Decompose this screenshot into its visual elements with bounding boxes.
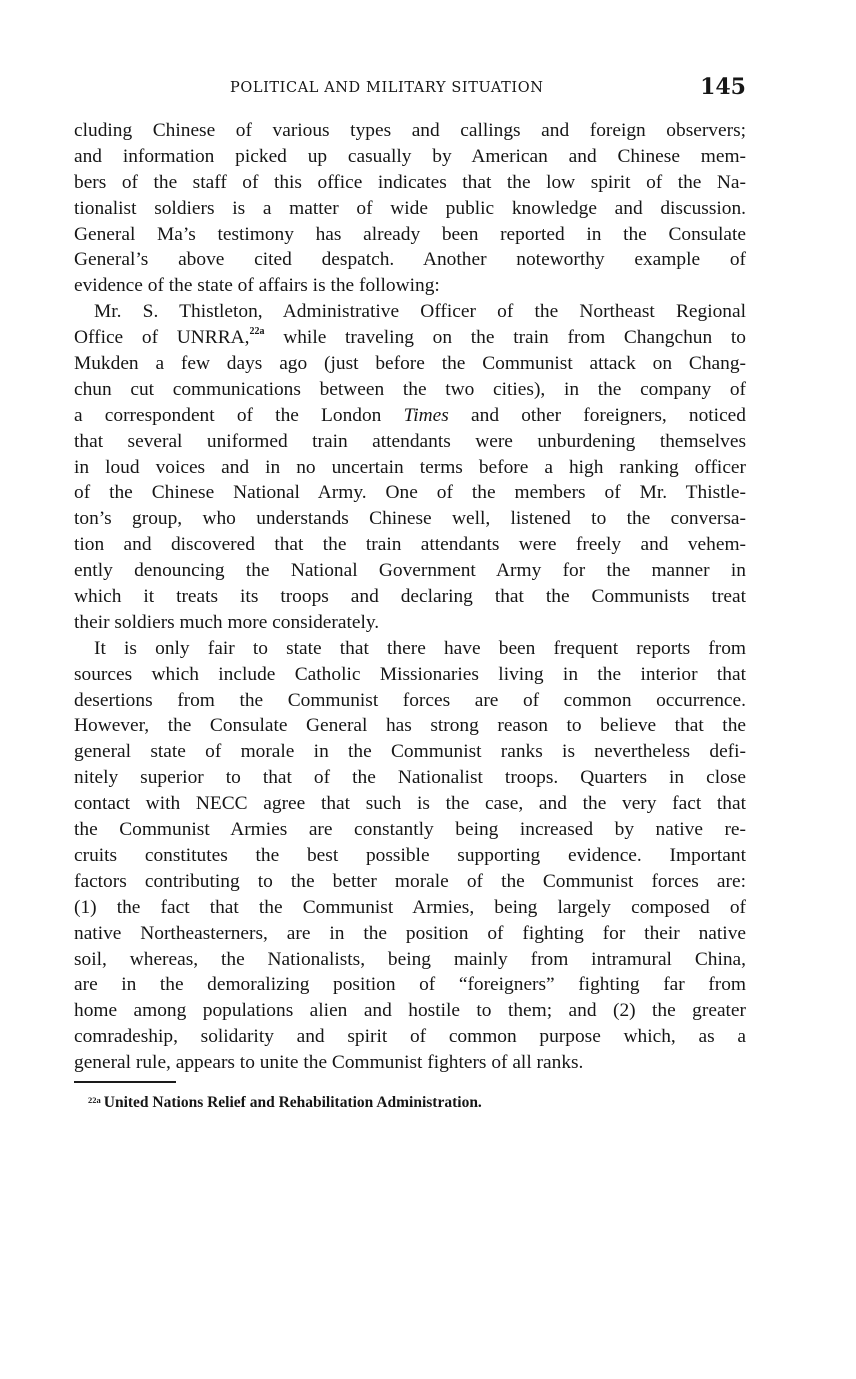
footnote-text: United Nations Relief and Rehabilitation Administration.: [103, 1094, 482, 1111]
text-line: bers of the staff of this office indicates that the low spirit of the Na-: [74, 171, 746, 193]
text-line: tionalist soldiers is a matter of wide public knowledge and discussion.: [74, 197, 746, 219]
running-title: POLITICAL AND MILITARY SITUATION: [230, 80, 544, 96]
italic-title: Times: [403, 404, 449, 426]
running-head: [74, 74, 746, 104]
text-line: their soldiers much more considerately.: [74, 611, 380, 633]
text-line: home among populations alien and hostile to them; and (2) the greater: [74, 1000, 746, 1022]
text-line: Mukden a few days ago (just before the Communist attack on Chang-: [74, 353, 746, 375]
text-line: the Communist Armies are constantly being increased by native re-: [74, 819, 746, 841]
text-line: General’s above cited despatch. Another noteworthy example of: [74, 249, 746, 271]
text-line: It is only fair to state that there have been frequent reports from: [94, 637, 746, 659]
text-line: Mr. S. Thistleton, Administrative Officer of the Northeast Regional: [94, 301, 746, 323]
text-line: comradeship, solidarity and spirit of common purpose which, as a: [74, 1026, 746, 1048]
text-line: General Ma’s testimony has already been reported in the Consulate: [74, 223, 746, 245]
text-line: general rule, appears to unite the Communist fighters of all ranks.: [74, 1052, 584, 1074]
text-line: [74, 325, 746, 351]
text-line: and information picked up casually by American and Chinese mem-: [74, 145, 746, 167]
text-line: of the Chinese National Army. One of the members of Mr. Thistle-: [74, 482, 746, 504]
text-line: contact with NECC agree that such is the case, and the very fact that: [74, 793, 746, 815]
body-text: [74, 118, 746, 1076]
text-line: [74, 403, 746, 429]
footnote: [88, 1094, 482, 1112]
text-line: sources which include Catholic Missionaries living in the interior that: [74, 663, 746, 685]
text-line: ton’s group, who understands Chinese well, listened to the conversa-: [74, 508, 746, 530]
text-line: ently denouncing the National Government Army for the manner in: [74, 560, 746, 582]
text-line: However, the Consulate General has strong reason to believe that the: [74, 715, 746, 737]
footnote-reference: 22a: [249, 326, 265, 338]
page-number: 145: [700, 74, 746, 100]
text-segment: while traveling on the train from Changchun to: [283, 327, 746, 349]
text-line: that several uniformed train attendants were unburdening themselves: [74, 430, 746, 452]
text-line: cluding Chinese of various types and callings and foreign observers;: [74, 120, 746, 141]
text-line: general state of morale in the Communist ranks is nevertheless defi-: [74, 741, 746, 763]
text-line: cruits constitutes the best possible supporting evidence. Important: [74, 844, 746, 866]
text-line: desertions from the Communist forces are of common occurrence.: [74, 689, 746, 711]
text-line: evidence of the state of affairs is the following:: [74, 275, 440, 297]
text-line: tion and discovered that the train attendants were freely and vehem-: [74, 534, 746, 556]
text-line: are in the demoralizing position of “foreigners” fighting far from: [74, 974, 746, 996]
text-line: soil, whereas, the Nationalists, being mainly from intramural China,: [74, 948, 746, 970]
text-segment: Office of UNRRA,: [74, 327, 250, 349]
text-line: native Northeasterners, are in the position of fighting for their native: [74, 922, 746, 944]
footnote-divider: [74, 1081, 176, 1083]
text-line: chun cut communications between the two cities), in the company of: [74, 378, 746, 400]
text-line: nitely superior to that of the Nationalist troops. Quarters in close: [74, 767, 746, 789]
text-line: which it treats its troops and declaring that the Communists treat: [74, 586, 746, 608]
text-line: (1) the fact that the Communist Armies, being largely composed of: [74, 896, 746, 918]
footnote-marker: 22a: [88, 1095, 101, 1105]
text-segment: a correspondent of the London: [74, 404, 404, 426]
text-segment: and other foreigners, noticed: [448, 404, 746, 426]
text-line: factors contributing to the better morale of the Communist forces are:: [74, 870, 746, 892]
text-line: in loud voices and in no uncertain terms before a high ranking officer: [74, 456, 746, 478]
